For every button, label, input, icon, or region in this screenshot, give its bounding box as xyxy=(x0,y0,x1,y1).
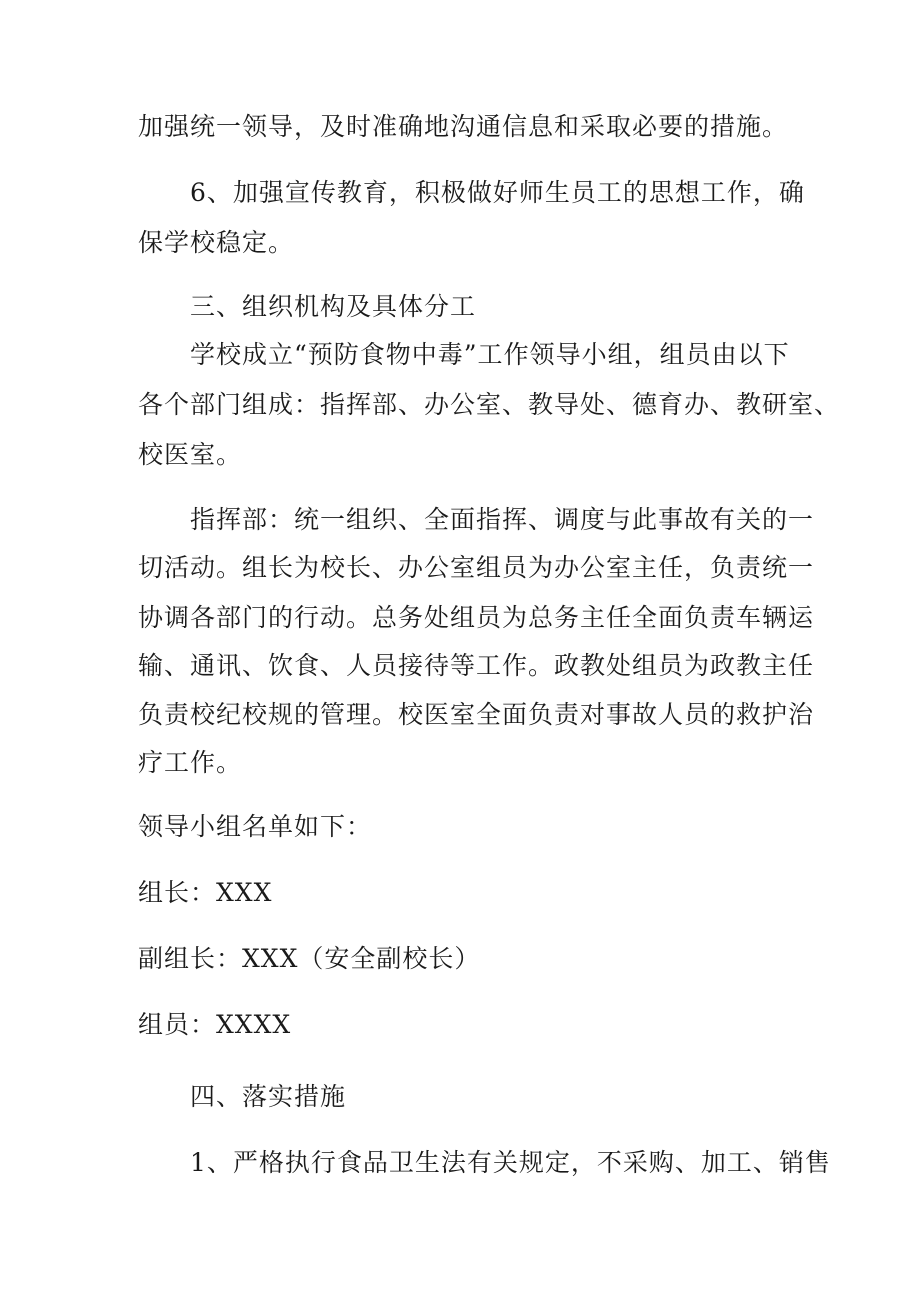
paragraph-line: 指挥部：统一组织、全面指挥、调度与此事故有关的一 xyxy=(190,505,815,534)
paragraph-line: 1、严格执行食品卫生法有关规定，不采购、加工、销售 xyxy=(190,1148,831,1177)
paragraph-line: 校医室。 xyxy=(138,440,243,469)
paragraph-line: 加强统一领导，及时准确地沟通信息和采取必要的措施。 xyxy=(138,112,789,141)
paragraph-line: 保学校稳定。 xyxy=(138,228,295,257)
paragraph-line: 负责校纪校规的管理。校医室全面负责对事故人员的救护治 xyxy=(138,700,815,729)
list-item: 组长：XXX xyxy=(138,878,273,907)
list-item: 组员：XXXX xyxy=(138,1010,292,1039)
section-heading: 三、组织机构及具体分工 xyxy=(190,292,477,321)
paragraph-line: 输、通讯、饮食、人员接待等工作。政教处组员为政教主任 xyxy=(138,651,815,680)
paragraph-line: 疗工作。 xyxy=(138,748,243,777)
section-heading: 四、落实措施 xyxy=(190,1082,347,1111)
list-item: 副组长：XXX（安全副校长） xyxy=(138,944,481,973)
paragraph-line: 协调各部门的行动。总务处组员为总务主任全面负责车辆运 xyxy=(138,603,815,632)
paragraph-line: 6、加强宣传教育，积极做好师生员工的思想工作，确 xyxy=(190,178,805,207)
paragraph-line: 学校成立“预防食物中毒”工作领导小组，组员由以下 xyxy=(190,340,790,369)
paragraph-line: 切活动。组长为校长、办公室组员为办公室主任，负责统一 xyxy=(138,553,815,582)
list-heading: 领导小组名单如下： xyxy=(138,812,373,841)
paragraph-line: 各个部门组成：指挥部、办公室、教导处、德育办、教研室、 xyxy=(138,390,841,419)
